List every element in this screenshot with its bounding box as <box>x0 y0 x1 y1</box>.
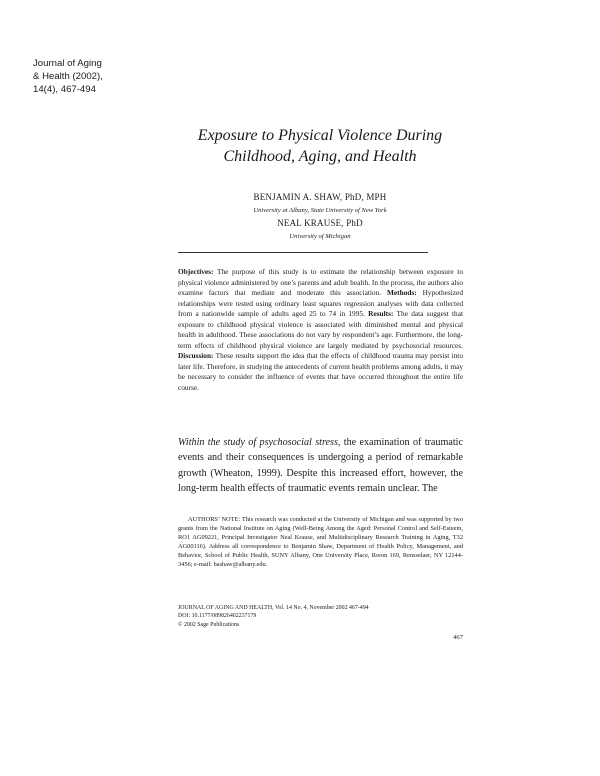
article-title <box>150 125 490 167</box>
body-lead-in: Within the study of psychosocial stress, <box>178 437 341 448</box>
title-line: Childhood, Aging, and Health <box>223 148 417 165</box>
abstract-objectives-text: The purpose of this study is to estimate the relationship between exposure to physical violence administered by one’s parents and adult health. In the process, the authors also examine factors that mediate and moderate this association. <box>178 267 463 297</box>
authors-note-text: AUTHORS’ NOTE: This research was conducted at the University of Michigan and was supported by two grants from the National Institute on Aging (Well-Being Among the Aged: Personal Control and Self-Esteem, RO1 AG09221, Principal Investigator Neal Krause, and Multidisciplinary Research Training in Aging, T32 AG00116). Address all correspondence to Benjamin Shaw, Department of Health Policy, Management, and Behavior, School of Public Health, SUNY Albany, One University Place, Room 169, Rensselaer, NY 12144-3456; e-mail: bashaw@albany.edu. <box>178 516 463 569</box>
author-affiliation: University of Michigan <box>289 233 351 240</box>
author-name: NEAL KRAUSE, PhD <box>277 218 363 228</box>
abstract-objectives-label: Objectives: <box>178 267 214 276</box>
title-line: Exposure to Physical Violence During <box>197 127 443 144</box>
abstract-methods-text: Hypothesized relationships were tested using ordinary least squares regression analyses with data collected from a nationwide sample of adults aged 25 to 74 in 1995. <box>178 288 463 318</box>
abstract-results-label: Results: <box>368 309 394 318</box>
footer-journal: JOURNAL OF AGING AND HEALTH, Vol. 14 No. 4, November 2002 467-494 <box>178 605 369 611</box>
section-divider <box>178 252 428 253</box>
journal-citation <box>33 57 103 96</box>
author-affiliation: University at Albany, State University of New York <box>253 207 387 214</box>
citation-line: 14(4), 467-494 <box>33 84 96 95</box>
abstract <box>178 267 463 393</box>
footer-doi: DOI: 10.1177/089826402237179 <box>178 613 257 620</box>
abstract-methods-label: Methods: <box>386 288 417 297</box>
body-paragraph <box>178 435 463 497</box>
publication-footer <box>178 604 463 629</box>
author-name: BENJAMIN A. SHAW, PhD, MPH <box>253 192 387 202</box>
abstract-discussion-label: Discussion: <box>178 351 214 360</box>
abstract-results-text: The data suggest that exposure to childhood physical violence is associated with diminished mental and physical health in adulthood. These associations do not vary by respondent’s age. Furthermore, the long-term effects of childhood physical violence are largely mediated by psychosocial resources. <box>178 309 464 350</box>
citation-line: Journal of Aging <box>33 58 102 69</box>
body-text: the examination of traumatic events and their consequences is undergoing a period of remarkable growth (Wheaton, 1999). Despite this increased effort, however, the long-term health effects of traumatic events remain unclear. The <box>178 437 463 495</box>
page-number: 467 <box>453 634 463 641</box>
citation-line: & Health (2002), <box>33 71 103 82</box>
authors-note <box>178 515 463 569</box>
footer-copyright: © 2002 Sage Publications <box>178 621 240 628</box>
abstract-discussion-text: These results support the idea that the effects of childhood trauma may persist into later life. Therefore, in studying the antecedents of current health problems among adults, it may be necessary to consider the influence of events that have occurred throughout the entire life course. <box>178 351 463 392</box>
